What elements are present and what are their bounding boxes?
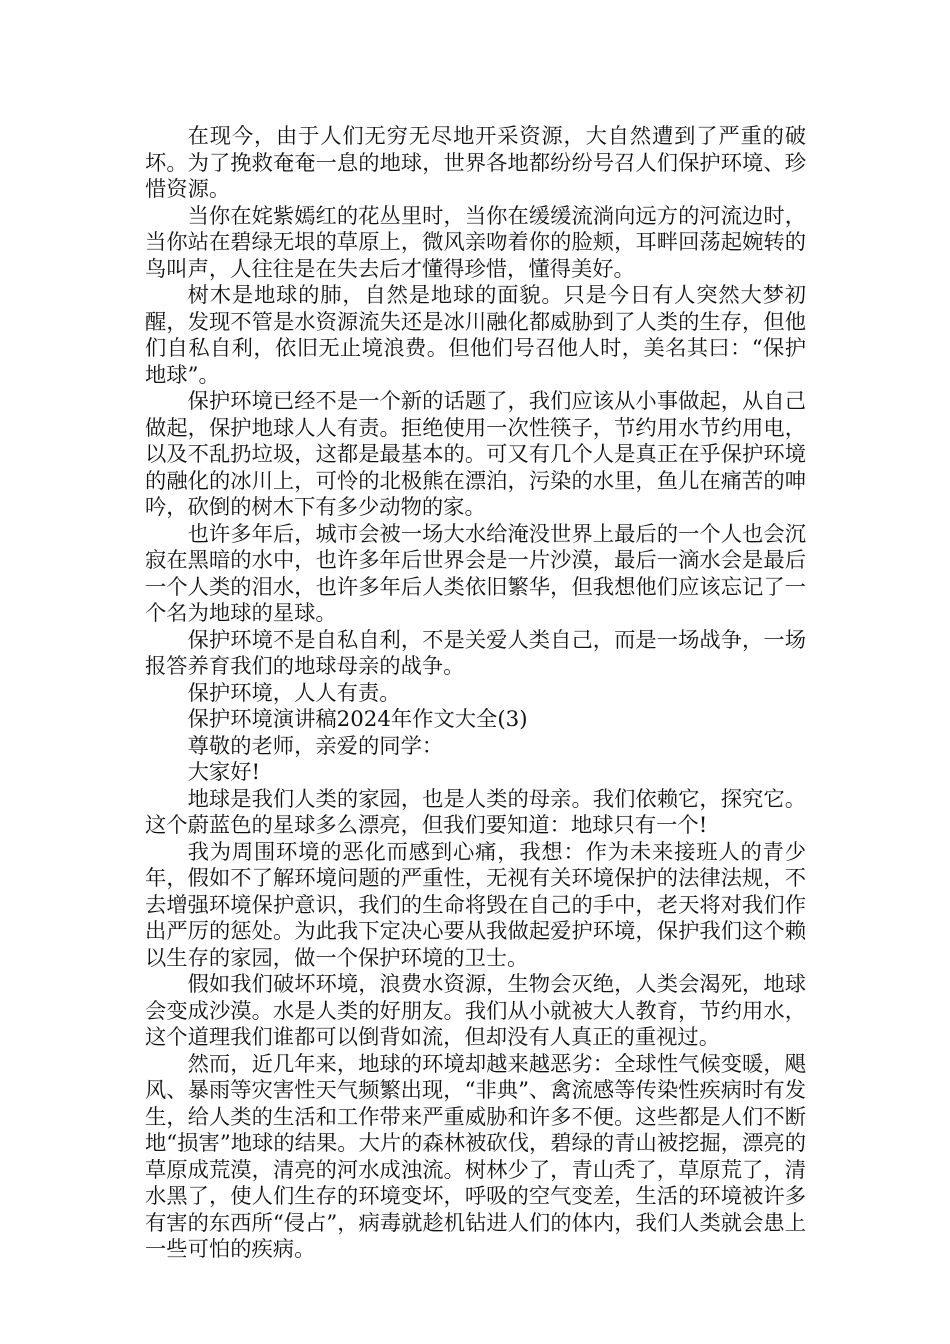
paragraph: 地球是我们人类的家园，也是人类的母亲。我们依赖它，探究它。这个蔚蓝色的星球多么漂亮，但我们要知道：地球只有一个! — [145, 786, 806, 838]
paragraph: 然而，近几年来，地球的环境却越来越恶劣：全球性气候变暖，飓风、暴雨等灾害性天气频繁出现，“非典”、禽流感等传染性疾病时有发生，给人类的生活和工作带来严重威胁和许多不便。这些都是人们不断地“损害”地球的结果。大片的森林被砍伐，碧绿的青山被挖掘，漂亮的草原成荒漠，清亮的河水成浊流。树林少了，青山秃了，草原荒了，清水黑了，使人们生存的环境变坏，呼吸的空气变差，生活的环境被许多有害的东西所“侵占”，病毒就趁机钻进人们的体内，我们人类就会患上一些可怕的疾病。 — [145, 1051, 806, 1262]
paragraph: 我为周围环境的恶化而感到心痛，我想：作为未来接班人的青少年，假如不了解环境问题的严重性，无视有关环境保护的法律法规，不去增强环境保护意识，我们的生命将毁在自己的手中，老天将对我们作出严厉的惩处。为此我下定决心要从我做起爱护环境，保护我们这个赖以生存的家园，做一个保护环境的卫士。 — [145, 839, 806, 971]
paragraph: 也许多年后，城市会被一场大水给淹没世界上最后的一个人也会沉寂在黑暗的水中，也许多年后世界会是一片沙漠，最后一滴水会是最后一个人类的泪水，也许多年后人类依旧繁华，但我想他们应该忘记了一个名为地球的星球。 — [145, 521, 806, 626]
greeting: 大家好! — [187, 760, 261, 785]
salutation: 尊敬的老师，亲爱的同学： — [187, 733, 444, 759]
paragraph: 保护环境不是自私自利，不是关爱人类自己，而是一场战争，一场报答养育我们的地球母亲的战争。 — [145, 627, 806, 679]
document-body — [145, 124, 806, 1264]
paragraph: 保护环境已经不是一个新的话题了，我们应该从小事做起，从自己做起，保护地球人人有责。拒绝使用一次性筷子，节约用水节约用电，以及不乱扔垃圾，这都是最基本的。可又有几个人是真正在乎保护环境的融化的冰川上，可怜的北极熊在漂泊，污染的水里，鱼儿在痛苦的呻吟，砍倒的树木下有多少动物的家。 — [145, 389, 806, 520]
paragraph: 保护环境，人人有责。 — [187, 680, 401, 706]
paragraph: 假如我们破坏环境，浪费水资源，生物会灭绝，人类会渴死，地球会变成沙漠。水是人类的好朋友。我们从小就被大人教育，节约用水，这个道理我们谁都可以倒背如流，但却没有人真正的重视过。 — [145, 972, 806, 1050]
section-heading: 保护环境演讲稿2024年作文大全(3) — [187, 707, 528, 732]
paragraph: 在现今，由于人们无穷无尽地开采资源，大自然遭到了严重的破坏。为了挽救奄奄一息的地球，世界各地都纷纷号召人们保护环境、珍惜资源。 — [145, 124, 806, 202]
paragraph: 树木是地球的肺，自然是地球的面貌。只是今日有人突然大梦初醒，发现不管是水资源流失还是冰川融化都威胁到了人类的生存，但他们自私自利，依旧无止境浪费。但他们号召他人时，美名其曰：“保护地球”。 — [145, 283, 806, 388]
paragraph: 当你在姹紫嫣红的花丛里时，当你在缓缓流淌向远方的河流边时，当你站在碧绿无垠的草原上，微风亲吻着你的脸颊，耳畔回荡起婉转的鸟叫声，人往往是在失去后才懂得珍惜，懂得美好。 — [145, 203, 806, 282]
